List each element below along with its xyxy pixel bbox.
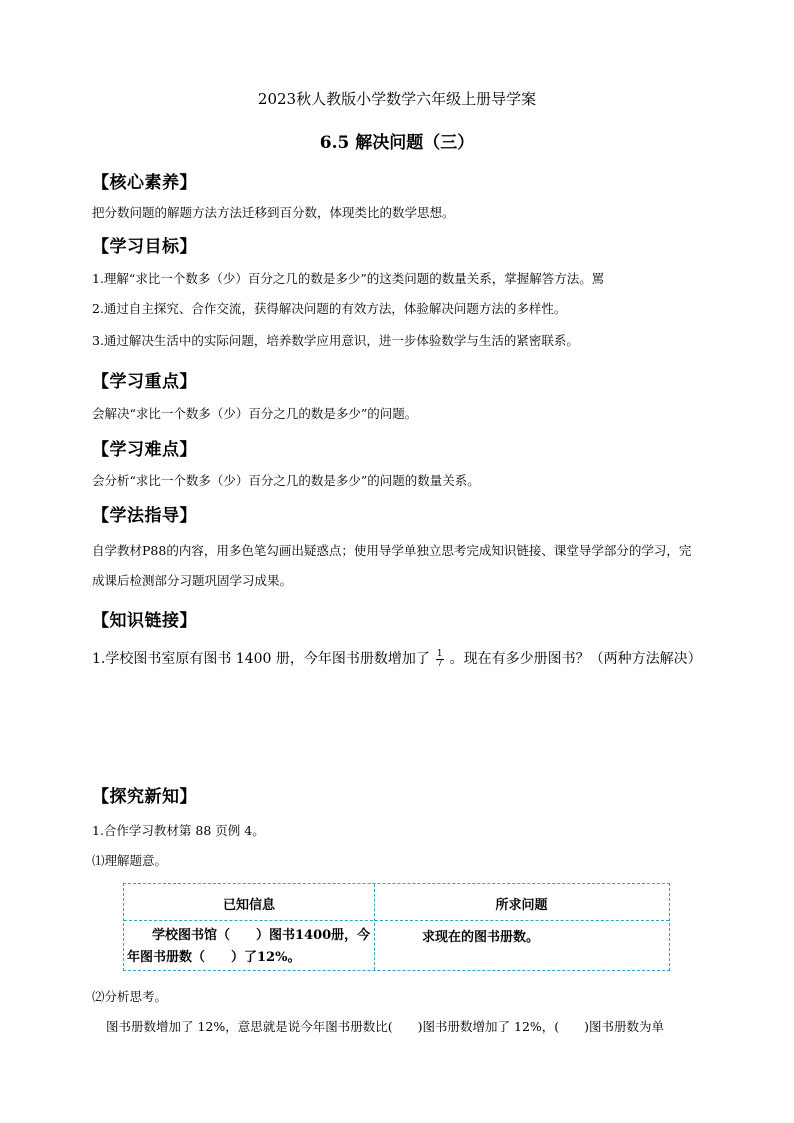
question-text-start: 1.学校图书室原有图书 1400 册，今年图书册数增加了 [92, 651, 430, 667]
objectives-heading: 【学习目标】 [92, 237, 197, 257]
question-text-end: 。现在有多少册图书？（两种方法解决） [449, 651, 702, 667]
fraction-denominator: 7 [436, 658, 443, 669]
known-info-header: 已知信息 [222, 898, 275, 913]
question-header: 所求问题 [495, 898, 548, 913]
objective-item-2: 2.通过自主探究、合作交流，获得解决问题的有效方法，体验解决问题方法的多样性。 [92, 301, 567, 316]
known-info-line-1: 学校图书馆（ ）图书1400册，今 [152, 928, 371, 943]
difficulties-text: 会分析“求比一个数多（少）百分之几的数是多少”的问题的数量关系。 [92, 473, 480, 488]
explore-item-1: 1.合作学习教材第 88 页例 4。 [92, 823, 265, 838]
document-title: 2023秋人教版小学数学六年级上册导学案 [257, 90, 537, 108]
question-cell: 求现在的图书册数。 [422, 930, 540, 945]
key-points-text: 会解决“求比一个数多（少）百分之几的数是多少”的问题。 [92, 406, 418, 421]
table-divider-horizontal [124, 920, 669, 921]
difficulties-heading: 【学习难点】 [92, 440, 197, 460]
fraction-numerator: 1 [436, 648, 443, 659]
knowledge-link-heading: 【知识链接】 [92, 611, 197, 631]
analysis-text: 图书册数增加了 12%，意思就是说今年图书册数比( )图书册数增加了 12%，( )图书册数为单 [106, 1019, 665, 1034]
explore-sub-2: ⑵分析思考。 [92, 989, 168, 1004]
known-info-line-2: 年图书册数（ ）了12%。 [127, 950, 301, 965]
core-literacy-heading: 【核心素养】 [92, 173, 197, 193]
core-literacy-text: 把分数问题的解题方法方法迁移到百分数，体现类比的数学思想。 [92, 205, 455, 220]
fraction [436, 650, 444, 669]
study-guide-heading: 【学法指导】 [92, 506, 197, 526]
explore-heading: 【探究新知】 [92, 787, 197, 807]
info-table [123, 883, 670, 971]
study-guide-text: 自学教材P88的内容，用多色笔勾画出疑惑点；使用导学单独立思考完成知识链接、课堂导学部分的学习，完成课后检测部分习题巩固学习成果。 [92, 543, 692, 588]
explore-sub-1: ⑴理解题意。 [92, 853, 168, 868]
objective-item-1: 1.理解“求比一个数多（少）百分之几的数是多少”的这类问题的数量关系，掌握解答方法。罵 [92, 271, 605, 286]
key-points-heading: 【学习重点】 [92, 372, 197, 392]
knowledge-link-question [92, 644, 712, 674]
objective-item-3: 3.通过解决生活中的实际问题，培养数学应用意识，进一步体验数学与生活的紧密联系。 [92, 333, 579, 348]
lesson-title: 6.5 解决问题（三） [319, 133, 475, 153]
